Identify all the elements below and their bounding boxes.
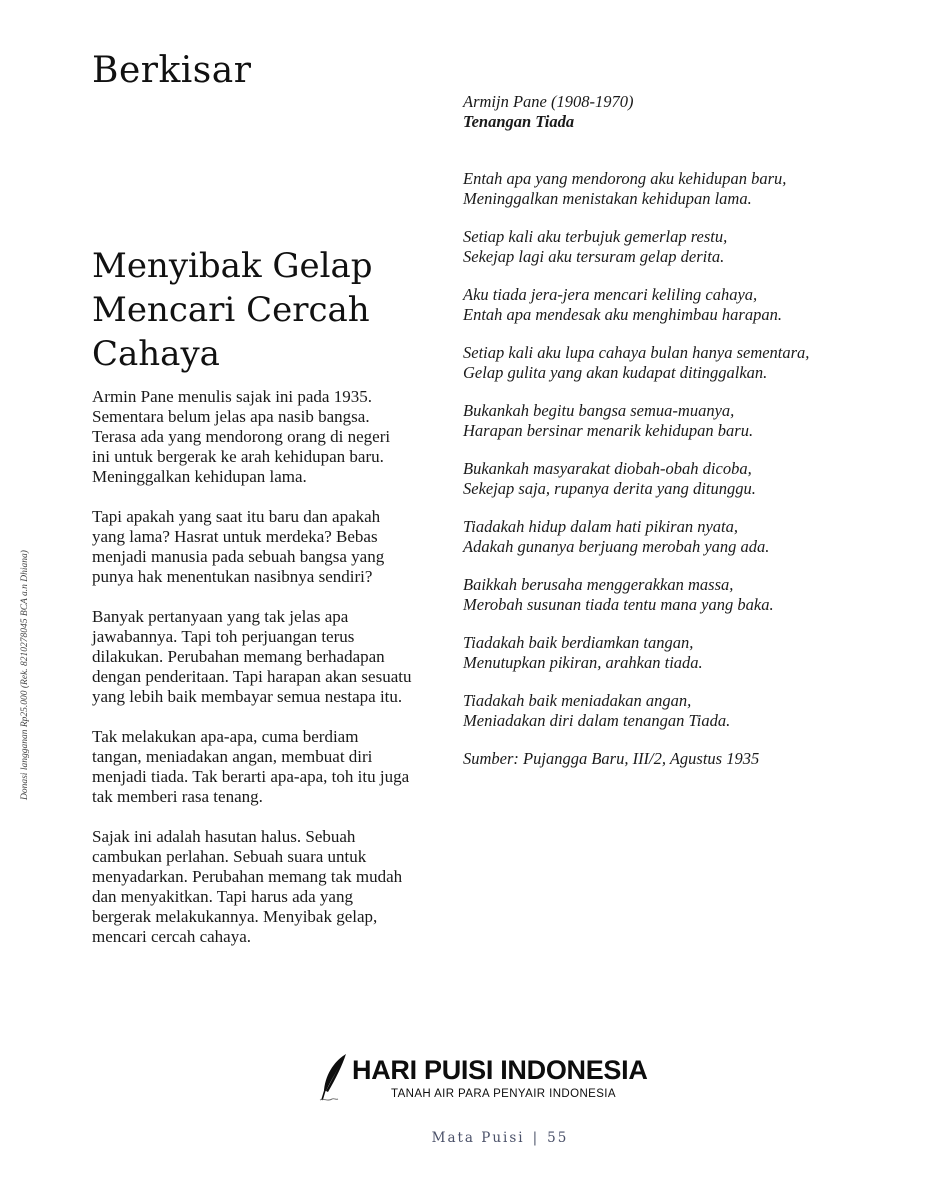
poem-line: Entah apa yang mendorong aku kehidupan baru, (463, 169, 787, 188)
page-footer (0, 1130, 927, 1146)
donation-side-note: Donasi langganan Rp25.000 (Rek. 8210278045 BCA a.n Dhiana) (20, 550, 30, 800)
poem-line: Menutupkan pikiran, arahkan tiada. (463, 652, 703, 672)
poem-line: Merobah susunan tiada tentu mana yang baka. (463, 594, 774, 614)
poem-line: Tiadakah baik meniadakan angan, (463, 691, 692, 710)
poem-author: Armijn Pane (1908-1970) (463, 92, 634, 111)
page-number: 55 (547, 1130, 569, 1146)
poem-title: Tenangan Tiada (463, 111, 575, 131)
poem-stanza (463, 343, 883, 382)
poem-line: Sekejap saja, rupanya derita yang ditunggu. (463, 478, 756, 498)
footer-separator: | (532, 1130, 540, 1146)
poem-line: Meniadakan diri dalam tenangan Tiada. (463, 710, 731, 730)
quill-pen-icon (316, 1052, 350, 1104)
poem-source: Sumber: Pujangga Baru, III/2, Agustus 1935 (463, 749, 760, 768)
poem-stanza (463, 401, 883, 440)
essay-paragraph: Tak melakukan apa-apa, cuma berdiam tangan, meniadakan angan, membuat diri menjadi tiada. Tak berarti apa-apa, toh itu juga tak memberi rasa tenang. (92, 727, 410, 806)
poem-stanza (463, 285, 883, 324)
poem-line: Aku tiada jera-jera mencari keliling cahaya, (463, 285, 758, 304)
essay-body (92, 387, 412, 967)
logo-name: HARI PUISI INDONESIA (352, 1055, 648, 1085)
poem-line: Sekejap lagi aku tersuram gelap derita. (463, 246, 725, 266)
headline-line: Mencari Cercah (92, 290, 370, 330)
poem-line: Setiap kali aku terbujuk gemerlap restu, (463, 227, 728, 246)
poem-line: Entah apa mendesak aku menghimbau harapan. (463, 304, 782, 324)
poem (463, 92, 883, 769)
poem-stanza (463, 575, 883, 614)
poem-stanza (463, 517, 883, 556)
poem-line: Setiap kali aku lupa cahaya bulan hanya sementara, (463, 343, 810, 362)
article-headline (92, 244, 432, 376)
poem-stanza (463, 633, 883, 672)
poem-stanza (463, 169, 883, 208)
poem-line: Adakah gunanya berjuang merobah yang ada. (463, 536, 770, 556)
headline-line: Cahaya (92, 334, 220, 374)
poem-stanza (463, 227, 883, 266)
logo-tagline: TANAH AIR PARA PENYAIR INDONESIA (391, 1088, 616, 1100)
poem-line: Tiadakah baik berdiamkan tangan, (463, 633, 694, 652)
hari-puisi-indonesia-logo (316, 1052, 646, 1104)
poem-line: Bukankah masyarakat diobah-obah dicoba, (463, 459, 752, 478)
poem-line: Bukankah begitu bangsa semua-muanya, (463, 401, 735, 420)
essay-paragraph: Armin Pane menulis sajak ini pada 1935. Sementara belum jelas apa nasib bangsa. Terasa ada yang mendorong orang di negeri ini untuk bergerak ke arah kehidupan baru. Meninggalkan kehidupan lama. (92, 387, 391, 486)
poem-line: Harapan bersinar menarik kehidupan baru. (463, 420, 754, 440)
essay-paragraph: Tapi apakah yang saat itu baru dan apakah yang lama? Hasrat untuk merdeka? Bebas menjadi manusia pada sebuah bangsa yang punya hak menentukan nasibnya sendiri? (92, 507, 385, 586)
poem-stanza (463, 459, 883, 498)
publication-name: Mata Puisi (431, 1130, 525, 1146)
poem-line: Tiadakah hidup dalam hati pikiran nyata, (463, 517, 738, 536)
headline-line: Menyibak Gelap (92, 246, 373, 286)
essay-paragraph: Banyak pertanyaan yang tak jelas apa jawabannya. Tapi toh perjuangan terus dilakukan. Perubahan memang berhadapan dengan penderitaan. Tapi harapan akan sesuatu yang lebih baik membayar semua nestapa itu. (92, 607, 412, 706)
essay-paragraph: Sajak ini adalah hasutan halus. Sebuah cambukan perlahan. Sebuah suara untuk menyadarkan. Perubahan memang tak mudah dan menyakitkan. Tapi harus ada yang bergerak melakukannya. Menyibak gelap, mencari cercah cahaya. (92, 827, 403, 946)
poem-line: Baikkah berusaha menggerakkan massa, (463, 575, 734, 594)
poem-line: Meninggalkan menistakan kehidupan lama. (463, 188, 752, 208)
section-title: Berkisar (92, 50, 252, 91)
poem-line: Gelap gulita yang akan kudapat ditinggalkan. (463, 362, 768, 382)
poem-stanza (463, 691, 883, 730)
